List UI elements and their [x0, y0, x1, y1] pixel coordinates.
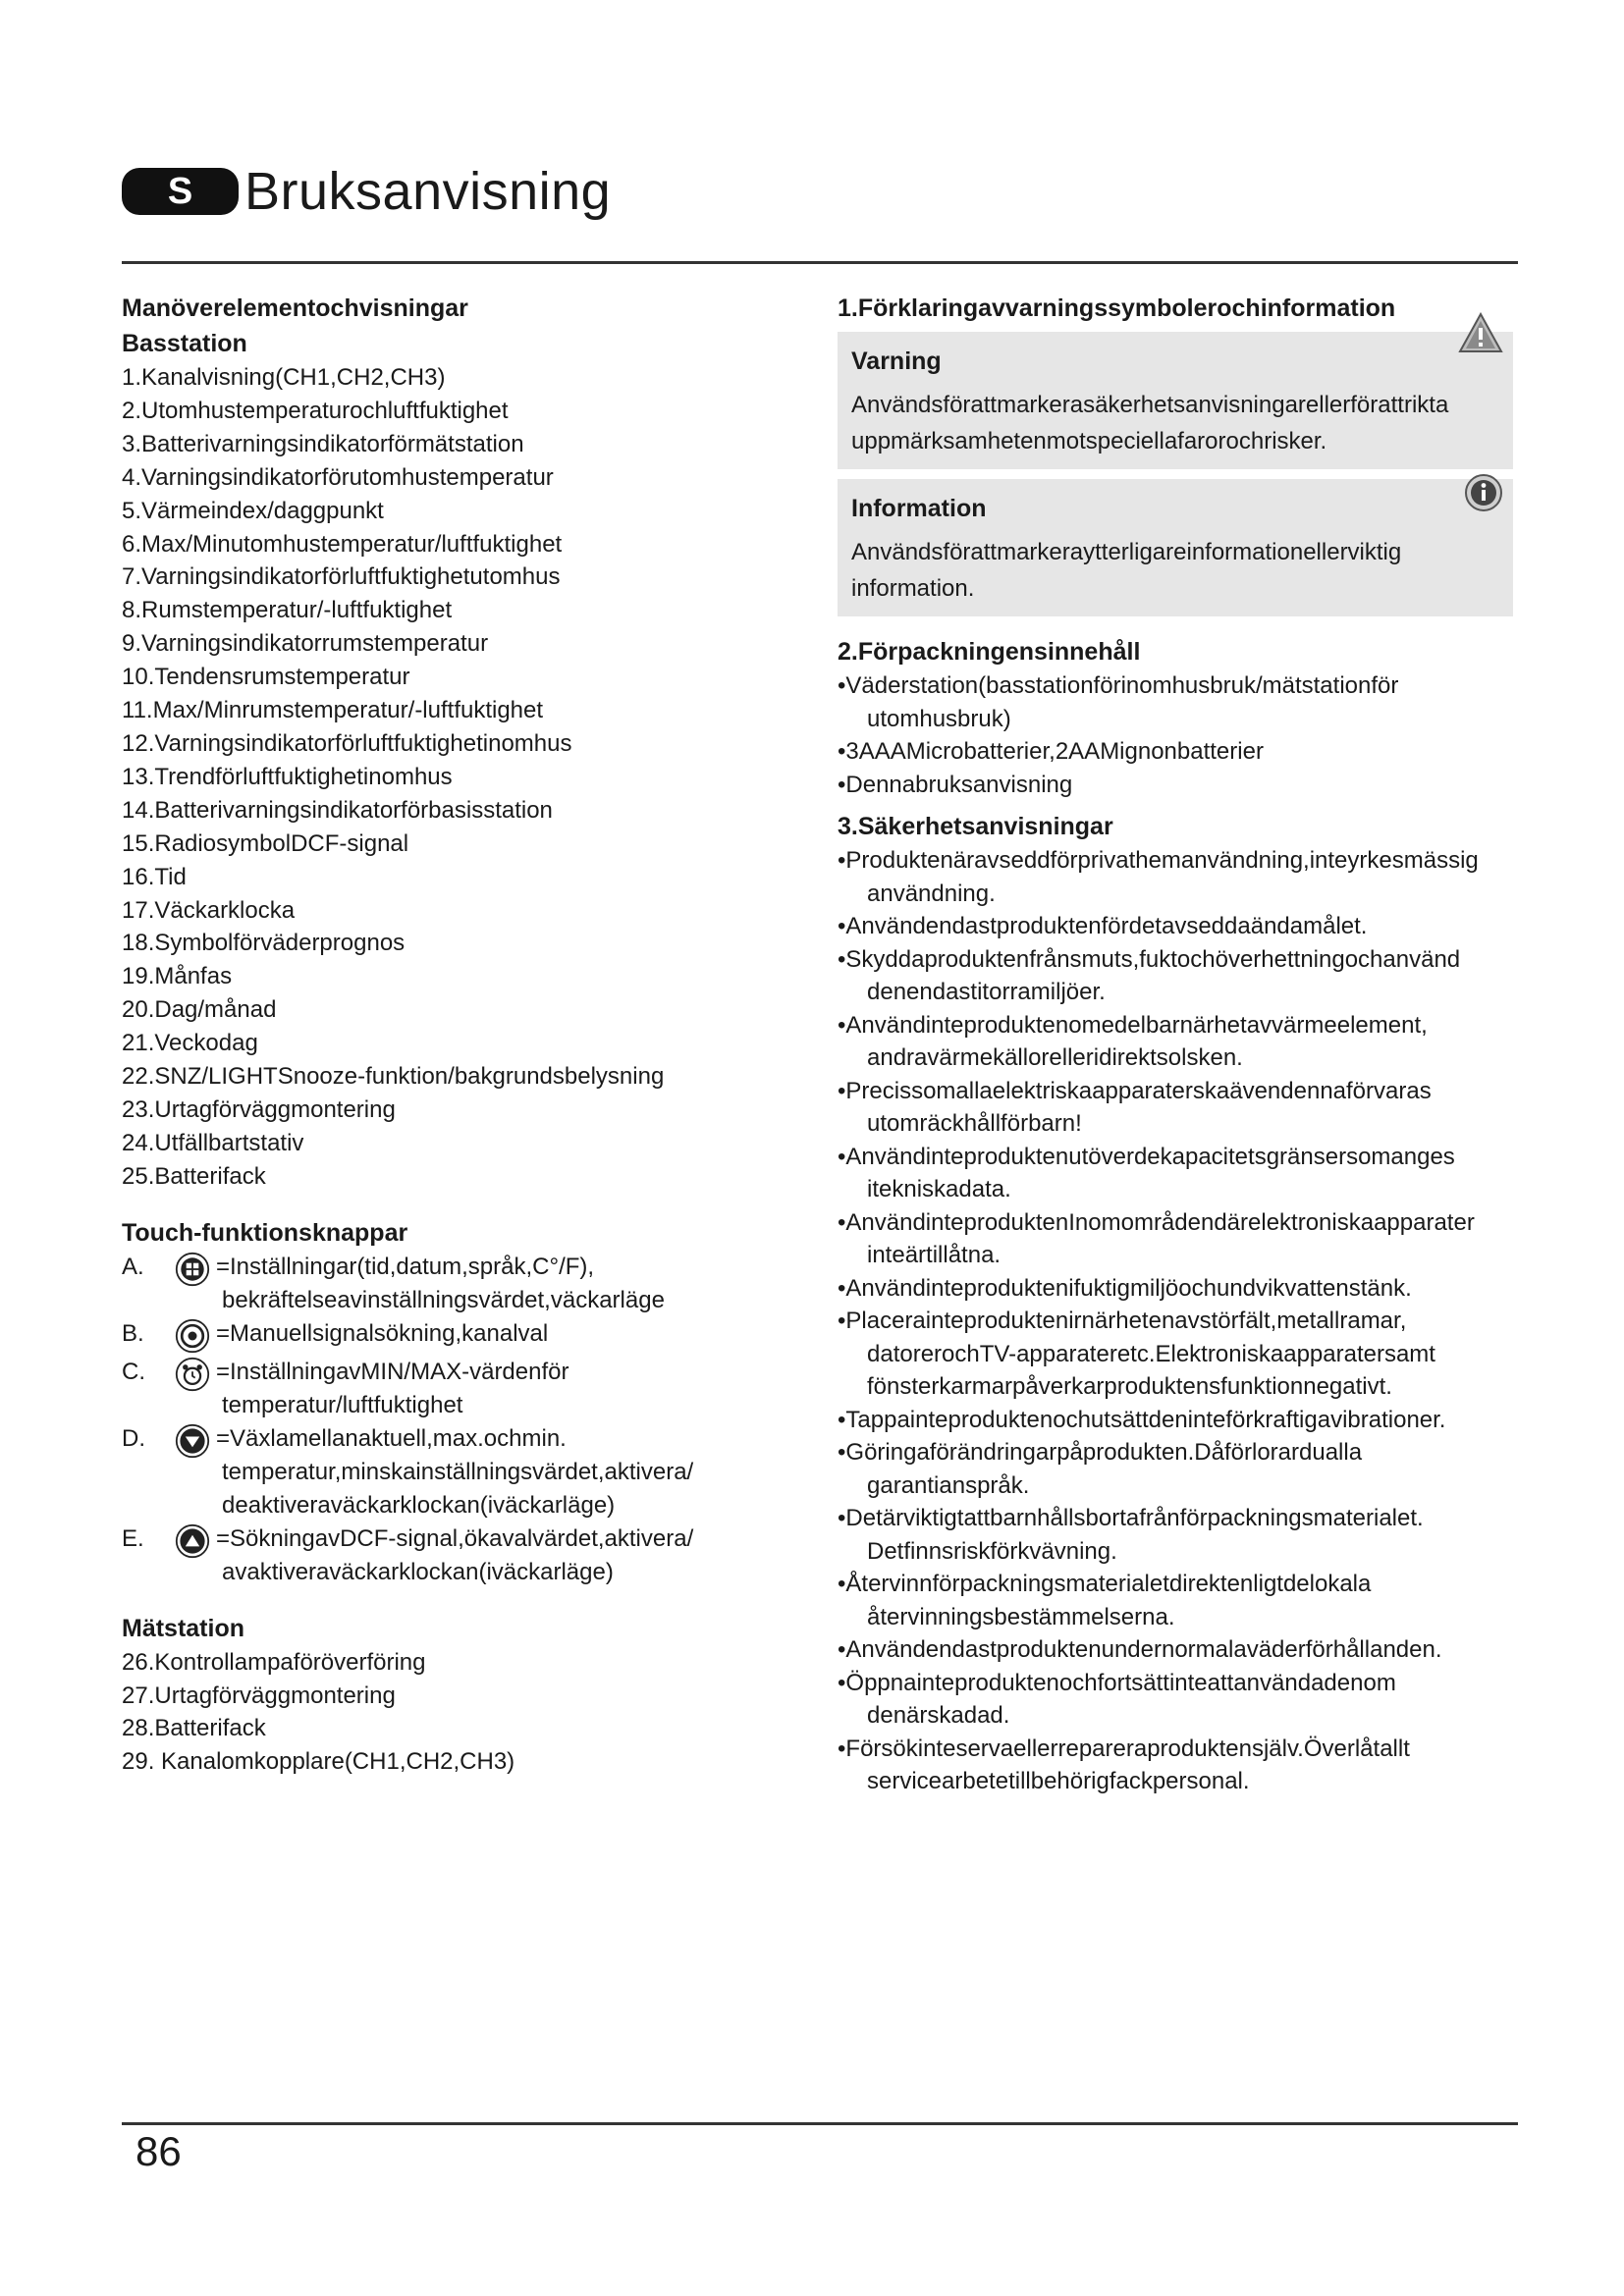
warning-text-line: uppmärksamhetenmotspeciellafarorochrisker.	[851, 428, 1327, 454]
alarm-clock-icon	[173, 1355, 212, 1394]
bullet-text: •Placerainteproduktenirnärhetenavstörfält,metallramar,	[838, 1308, 1407, 1334]
matstation-list	[122, 1646, 750, 1780]
bullet-item	[838, 844, 1525, 910]
bullet-text-continued: inteärtillåtna.	[867, 1242, 1001, 1268]
information-text-line: information.	[851, 575, 975, 602]
basstation-item: 2.Utomhustemperaturochluftfuktighet	[122, 397, 509, 424]
section-title-safety: 3.Säkerhetsanvisningar	[838, 813, 1113, 840]
warning-triangle-icon	[1458, 312, 1503, 353]
page-number: 86	[135, 2128, 182, 2174]
page-header	[122, 157, 611, 226]
info-icon	[1464, 473, 1503, 512]
matstation-item: 26.Kontrollampaföröverföring	[122, 1648, 426, 1676]
document-title: Bruksanvisning	[244, 162, 612, 221]
touch-button-letter: C.	[122, 1358, 145, 1385]
bullet-text-continued: återvinningsbestämmelserna.	[867, 1603, 1175, 1630]
subsection-title-basstation: Basstation	[122, 330, 247, 357]
basstation-item: 6.Max/Minutomhustemperatur/luftfuktighet	[122, 530, 563, 558]
touch-description-line: temperatur,minskainställningsvärdet,aktivera/	[222, 1458, 694, 1485]
basstation-item: 1.Kanalvisning(CH1,CH2,CH3)	[122, 364, 446, 391]
basstation-item: 4.Varningsindikatorförutomhustemperatur	[122, 463, 554, 491]
bullet-text-continued: användning.	[867, 880, 996, 907]
warning-text-line: Användsförattmarkerasäkerhetsanvisningarellerförattrikta	[851, 392, 1449, 418]
basstation-item: 8.Rumstemperatur/-luftfuktighet	[122, 597, 453, 624]
bullet-item	[838, 1502, 1525, 1568]
bullet-item	[838, 769, 1525, 802]
touch-button-row	[122, 1317, 750, 1356]
bullet-item	[838, 1436, 1525, 1502]
bullet-text: •Precissomallaelektriskaapparaterskaävendennaförvaras	[838, 1077, 1432, 1104]
bullet-text: •Användinteproduktenomedelbarnärhetavvärmeelement,	[838, 1011, 1428, 1039]
basstation-item: 20.Dag/månad	[122, 996, 277, 1024]
bullet-item	[838, 1733, 1525, 1798]
bullet-text-continued: itekniskadata.	[867, 1176, 1011, 1202]
basstation-item: 5.Värmeindex/daggpunkt	[122, 497, 384, 524]
information-box	[838, 479, 1513, 616]
subsection-title-matstation: Mätstation	[122, 1614, 244, 1642]
safety-instructions-list	[838, 844, 1525, 1798]
touch-description-line: temperatur/luftfuktighet	[222, 1391, 463, 1418]
bullet-text: •Öppnainteproduktenochfortsättinteattanvändadenom	[838, 1669, 1396, 1696]
information-text-line: Användsförattmarkeraytterligareinformationellerviktig	[851, 539, 1402, 565]
touch-button-letter: E.	[122, 1524, 144, 1552]
basstation-item: 24.Utfällbartstativ	[122, 1129, 304, 1156]
touch-buttons-list	[122, 1251, 750, 1589]
bullet-item	[838, 1568, 1525, 1633]
arrow-up-icon	[173, 1522, 212, 1561]
bullet-item	[838, 1404, 1525, 1437]
touch-button-letter: B.	[122, 1319, 144, 1347]
bullet-text: •Väderstation(basstationförinomhusbruk/mätstationför	[838, 672, 1399, 699]
basstation-item: 21.Veckodag	[122, 1030, 258, 1057]
bullet-text: •AnvändinteproduktenInomområdendärelektroniskaapparater	[838, 1208, 1475, 1236]
touch-description-line: =Växlamellanaktuell,max.ochmin.	[216, 1424, 567, 1452]
bullet-text: •Återvinnförpackningsmaterialetdirektenligtdelokala	[838, 1571, 1372, 1597]
basstation-item: 7.Varningsindikatorförluftfuktighetutomhus	[122, 563, 561, 591]
touch-description-line: =Inställningar(tid,datum,språk,C°/F),	[216, 1253, 595, 1280]
touch-description-line: =InställningavMIN/MAX-värdenför	[216, 1358, 569, 1385]
basstation-list	[122, 361, 750, 1194]
basstation-item: 16.Tid	[122, 863, 187, 890]
section-title-contents: 2.Förpackningensinnehåll	[838, 638, 1141, 666]
bullet-text-continued: fönsterkarmarpåverkarproduktensfunktionnegativt.	[867, 1373, 1392, 1400]
bullet-item	[838, 735, 1525, 769]
bullet-item	[838, 1272, 1525, 1306]
basstation-item: 12.Varningsindikatorförluftfuktighetinomhus	[122, 729, 572, 757]
bullet-text-continued: andravärmekällorelleridirektsolsken.	[867, 1044, 1243, 1071]
basstation-item: 19.Månfas	[122, 963, 233, 990]
basstation-item: 13.Trendförluftfuktighetinomhus	[122, 763, 453, 790]
bullet-item	[838, 1305, 1525, 1404]
basstation-item: 14.Batterivarningsindikatorförbasisstation	[122, 796, 553, 824]
section-title-symbols: 1.Förklaringavvarningssymbolerochinformation	[838, 294, 1396, 322]
bullet-text: •Detärviktigtattbarnhållsbortafrånförpackningsmaterialet.	[838, 1505, 1424, 1531]
warning-title: Varning	[851, 347, 942, 375]
touch-button-description	[216, 1422, 693, 1522]
bullet-item	[838, 1009, 1525, 1075]
bullet-item	[838, 1141, 1525, 1206]
basstation-item: 22.SNZ/LIGHTSnooze-funktion/bakgrundsbelysning	[122, 1063, 665, 1091]
bullet-text: •Göringaförändringarpåprodukten.Dåförlorardualla	[838, 1439, 1363, 1466]
bullet-item	[838, 669, 1525, 735]
information-text	[838, 534, 1513, 616]
bullet-text: •Användendastproduktenundernormalaväderförhållanden.	[838, 1636, 1442, 1663]
basstation-item: 25.Batterifack	[122, 1162, 266, 1190]
section-title-controls: Manöverelementochvisningar	[122, 294, 468, 322]
touch-button-row	[122, 1251, 750, 1317]
bullet-text: •Produktenäravseddförprivathemanvändning,inteyrkesmässig	[838, 847, 1479, 874]
warning-text	[838, 387, 1513, 469]
touch-button-description	[216, 1356, 568, 1422]
top-rule	[122, 261, 1518, 264]
bullet-item	[838, 1075, 1525, 1141]
bullet-text-continued: utomhusbruk)	[867, 705, 1011, 732]
matstation-item: 29. Kanalomkopplare(CH1,CH2,CH3)	[122, 1748, 515, 1776]
bullet-text-continued: Detfinnsriskförkvävning.	[867, 1537, 1117, 1565]
touch-button-row	[122, 1522, 750, 1589]
bullet-text-continued: utomräckhållförbarn!	[867, 1110, 1082, 1137]
bullet-item	[838, 1633, 1525, 1667]
bullet-text-continued: datorerochTV-apparateretc.Elektroniskaapparatersamt	[867, 1340, 1435, 1367]
left-column	[122, 291, 750, 1779]
touch-button-description	[216, 1251, 665, 1317]
touch-button-letter: D.	[122, 1424, 145, 1452]
warning-box	[838, 332, 1513, 469]
bullet-text: •Användendastproduktenfördetavseddaändamålet.	[838, 913, 1368, 939]
touch-description-line: deaktiveraväckarklockan(iväckarläge)	[222, 1491, 616, 1519]
touch-description-line: =Manuellsignalsökning,kanalval	[216, 1319, 549, 1347]
bullet-text-continued: garantianspråk.	[867, 1471, 1030, 1499]
touch-description-line: bekräftelseavinställningsvärdet,väckarläge	[222, 1286, 665, 1313]
bottom-rule	[122, 2122, 1518, 2125]
arrow-down-icon	[173, 1421, 212, 1461]
basstation-item: 11.Max/Minrumstemperatur/-luftfuktighet	[122, 697, 544, 724]
basstation-item: 17.Väckarklocka	[122, 896, 296, 924]
touch-description-line: =SökningavDCF-signal,ökavalvärdet,aktivera/	[216, 1524, 694, 1552]
subsection-title-touch: Touch-funktionsknappar	[122, 1218, 408, 1247]
touch-button-letter: A.	[122, 1253, 144, 1280]
settings-grid-icon	[173, 1250, 212, 1289]
basstation-item: 9.Varningsindikatorrumstemperatur	[122, 630, 489, 658]
bullet-text-continued: servicearbetetillbehörigfackpersonal.	[867, 1768, 1250, 1794]
matstation-item: 28.Batterifack	[122, 1715, 266, 1742]
information-title: Information	[851, 495, 987, 522]
bullet-item	[838, 943, 1525, 1009]
basstation-item: 23.Urtagförväggmontering	[122, 1095, 396, 1123]
bullet-text: •Tappainteproduktenochutsättdeninteförkraftigavibrationer.	[838, 1406, 1446, 1433]
matstation-item: 27.Urtagförväggmontering	[122, 1682, 396, 1709]
right-column	[838, 291, 1525, 1798]
basstation-item: 15.RadiosymbolDCF-signal	[122, 829, 409, 857]
bullet-text: •Skyddaproduktenfrånsmuts,fuktochöverhettningochanvänd	[838, 945, 1461, 973]
touch-button-row	[122, 1356, 750, 1422]
bullet-text: •Användinteproduktenutöverdekapacitetsgränsersomanges	[838, 1143, 1455, 1170]
package-contents-list	[838, 669, 1525, 801]
basstation-item: 3.Batterivarningsindikatorförmätstation	[122, 430, 524, 457]
signal-search-icon	[173, 1316, 212, 1356]
bullet-text: •3AAAMicrobatterier,2AAMignonbatterier	[838, 738, 1264, 765]
touch-button-description	[216, 1317, 548, 1351]
basstation-item: 18.Symbolförväderprognos	[122, 930, 406, 957]
bullet-text-continued: denärskadad.	[867, 1702, 1010, 1729]
language-badge: S	[122, 168, 239, 215]
touch-button-description	[216, 1522, 693, 1589]
touch-description-line: avaktiveraväckarklockan(iväckarläge)	[222, 1558, 614, 1585]
bullet-item	[838, 1206, 1525, 1272]
bullet-text: •Försökinteservaellerrepareraproduktensjälv.Överlåtallt	[838, 1735, 1410, 1762]
bullet-text-continued: denendastitorramiljöer.	[867, 979, 1106, 1005]
bullet-text: •Användinteproduktenifuktigmiljöochundvikvattenstänk.	[838, 1274, 1412, 1302]
bullet-text: •Dennabruksanvisning	[838, 771, 1073, 798]
touch-button-row	[122, 1422, 750, 1522]
bullet-item	[838, 910, 1525, 943]
basstation-item: 10.Tendensrumstemperatur	[122, 664, 410, 691]
bullet-item	[838, 1667, 1525, 1733]
